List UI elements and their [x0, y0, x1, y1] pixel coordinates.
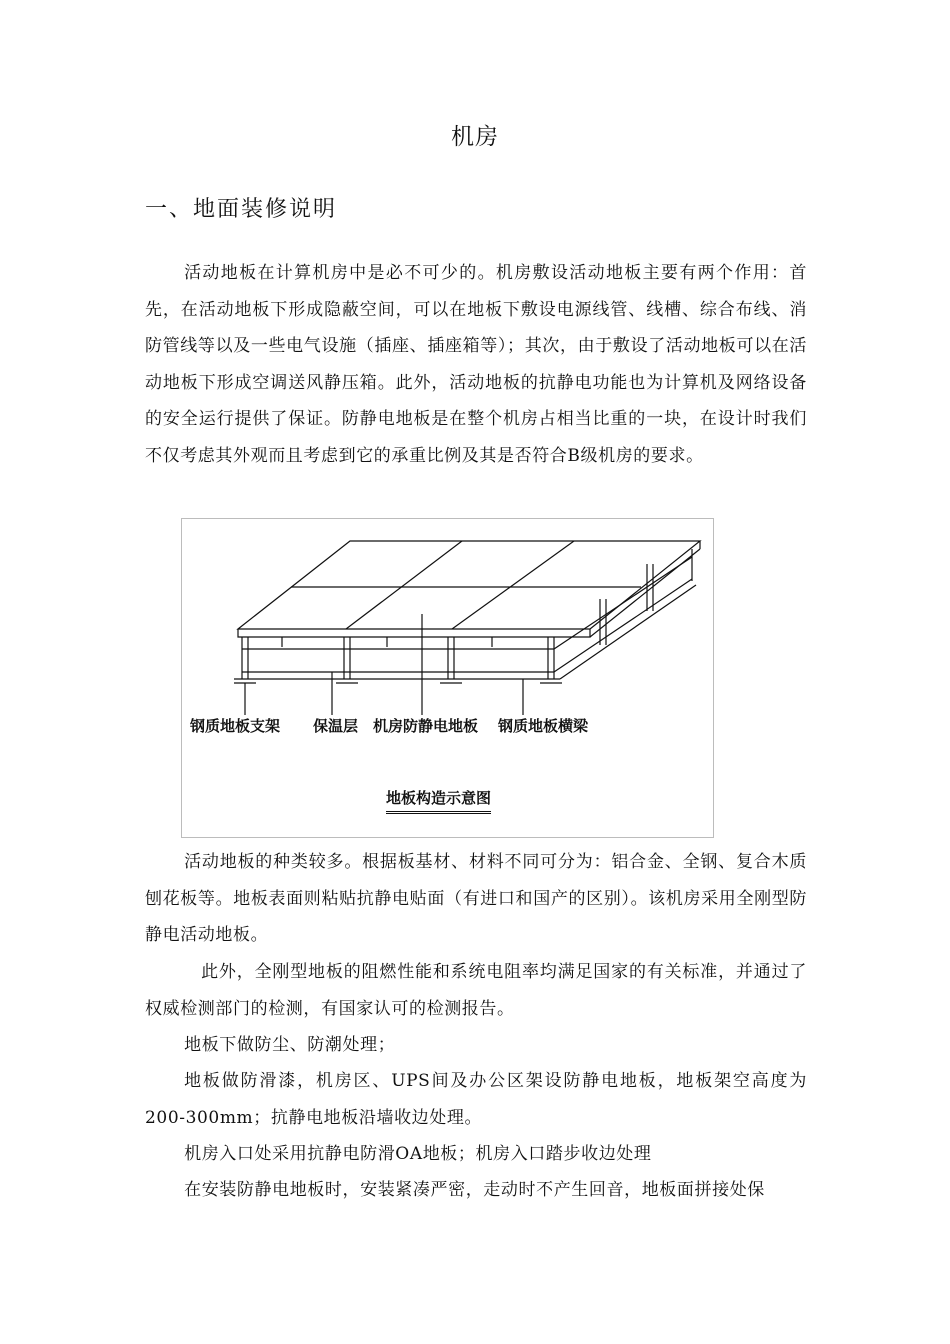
paragraph: 此外，全刚型地板的阻燃性能和系统电阻率均满足国家的有关标准，并通过了权威检测部门的检测，有国家认可的检测报告。 — [145, 962, 807, 1019]
floor-top-surface — [238, 541, 700, 629]
label-insulation-layer: 保温层 — [313, 717, 359, 735]
page-title: 机房 — [451, 124, 499, 150]
label-steel-beam: 钢质地板横梁 — [498, 717, 589, 735]
paragraph: 机房入口处采用抗静电防滑OA地板；机房入口踏步收边处理 — [184, 1144, 652, 1164]
label-antistatic-floor: 机房防静电地板 — [373, 717, 479, 735]
floor-structure-figure — [181, 518, 714, 838]
paragraph: 地板下做防尘、防潮处理； — [184, 1035, 396, 1055]
paragraph: 活动地板在计算机房中是必不可少的。机房敷设活动地板主要有两个作用：首先，在活动地板下形成隐蔽空间，可以在地板下敷设电源线管、线槽、综合布线、消防管线等以及一些电气设施（插座、插座箱等）；其次，由于敷设了活动地板可以在活动地板下形成空调送风静压箱。此外，活动地板的抗静电功能也为计算机及网络设备的安全运行提供了保证。防静电地板是在整个机房占相当比重的一块，在设计时我们不仅考虑其外观而且考虑到它的承重比例及其是否符合B级机房的要求。 — [145, 263, 807, 466]
label-steel-support: 钢质地板支架 — [190, 717, 281, 735]
section-heading: 一、地面装修说明 — [145, 197, 338, 222]
paragraph: 地板做防滑漆，机房区、UPS间及办公区架设防静电地板，地板架空高度为200-300mm；抗静电地板沿墙收边处理。 — [145, 1071, 807, 1128]
figure-caption: 地板构造示意图 — [386, 787, 491, 814]
paragraph: 在安装防静电地板时，安装紧凑严密，走动时不产生回音，地板面拼接处保 — [184, 1180, 765, 1200]
paragraph: 活动地板的种类较多。根据板基材、材料不同可分为：铝合金、全钢、复合木质刨花板等。地板表面则粘贴抗静电贴面（有进口和国产的区别）。该机房采用全刚型防静电活动地板。 — [145, 852, 807, 945]
